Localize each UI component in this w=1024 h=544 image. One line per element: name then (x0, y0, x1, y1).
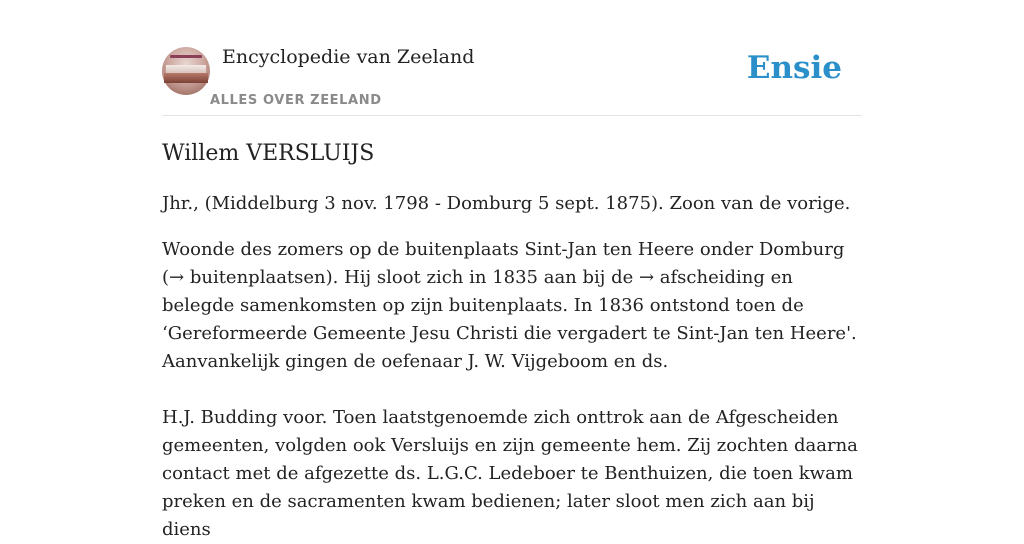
article-paragraph: Woonde des zomers op de buitenplaats Sint-Jan ten Heere onder Domburg (→ buitenplaatsen). Hij sloot zich in 1835 aan bij de → afscheiding en belegde samenkomsten op zijn buitenplaats. In 1836 ontstond toen de ‘Gereformeerde Gemeente Jesu Christi die vergadert te Sint-Jan ten Heere'. Aanvankelijk gingen de oefenaar J. W. Vijgeboom en ds. (162, 239, 857, 372)
site-title[interactable]: Encyclopedie van Zeeland (222, 46, 475, 68)
article-intro: Jhr., (Middelburg 3 nov. 1798 - Domburg 5 sept. 1875). Zoon van de vorige. (162, 193, 851, 214)
book-avatar-icon[interactable] (162, 47, 210, 95)
avatar-band (170, 55, 202, 58)
article (162, 138, 862, 544)
site-header (162, 44, 862, 116)
avatar-cover (164, 73, 208, 83)
article-title: Willem VERSLUIJS (162, 141, 375, 166)
site-subtitle: ALLES OVER ZEELAND (210, 93, 382, 108)
brand-logo[interactable]: Ensie (746, 50, 842, 86)
article-paragraph: H.J. Budding voor. Toen laatstgenoemde zich onttrok aan de Afgescheiden gemeenten, volgden ook Versluijs en zijn gemeente hem. Zij zochten daarna contact met de afgezette ds. L.G.C. Ledeboer te Benthuizen, die toen kwam preken en de sacramenten kwam bedienen; later sloot men zich aan bij diens (162, 407, 858, 540)
